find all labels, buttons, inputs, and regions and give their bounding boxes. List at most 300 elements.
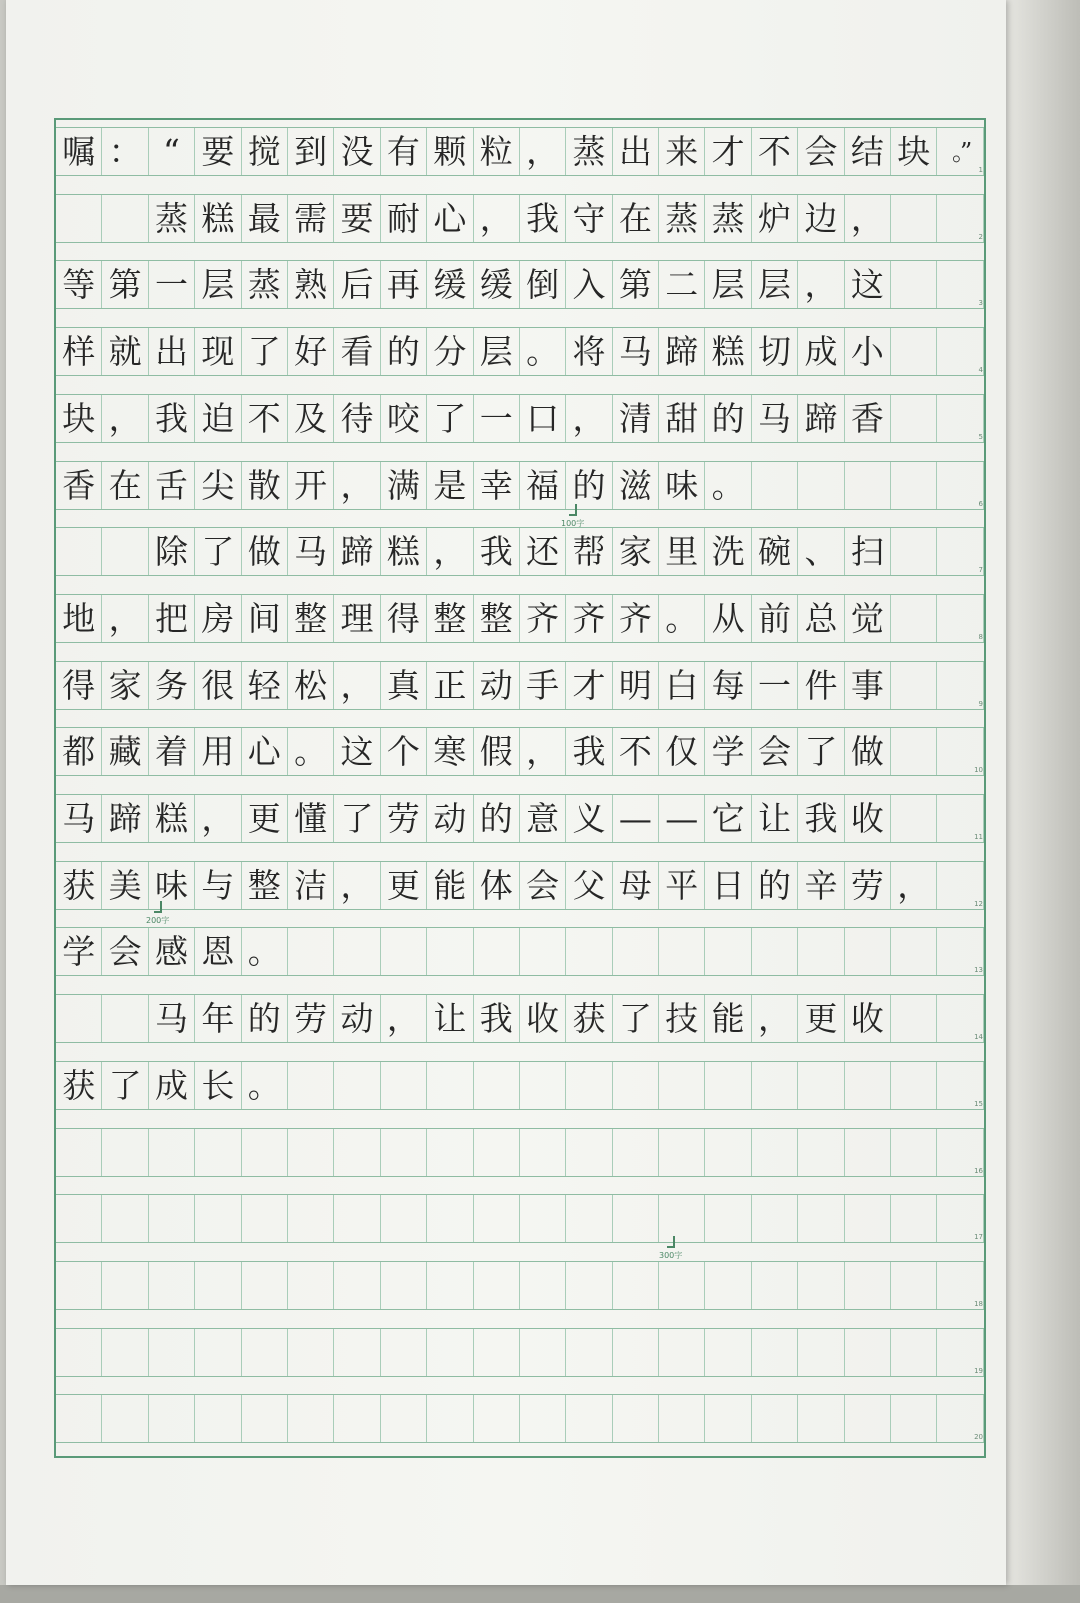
grid-cell: 开 — [288, 462, 334, 509]
grid-cell — [937, 595, 983, 642]
grid-cell — [798, 1329, 844, 1376]
grid-cell: 正 — [427, 662, 473, 709]
grid-cell: 劳 — [845, 862, 891, 909]
grid-cell: 。 — [520, 328, 566, 375]
grid-cell: 来 — [659, 128, 705, 175]
grid-cell: 心 — [242, 728, 288, 775]
grid-cell — [752, 1129, 798, 1176]
grid-cell — [659, 1262, 705, 1309]
grid-cell — [427, 928, 473, 975]
grid-cell: ， — [427, 528, 473, 575]
marker-tick-icon — [569, 504, 577, 516]
grid-cell: 更 — [798, 995, 844, 1042]
grid-cell — [752, 1329, 798, 1376]
grid-cell: 的 — [242, 995, 288, 1042]
grid-cell — [520, 1129, 566, 1176]
grid-cell: 看 — [334, 328, 380, 375]
grid-cell: 分 — [427, 328, 473, 375]
grid-row — [56, 1261, 984, 1310]
grid-cell — [752, 928, 798, 975]
grid-cell: 更 — [242, 795, 288, 842]
grid-cell: 最 — [242, 195, 288, 242]
grid-cell — [659, 1395, 705, 1442]
grid-cell — [798, 1395, 844, 1442]
grid-cell: 的 — [752, 862, 798, 909]
grid-cell — [613, 1262, 659, 1309]
grid-cell: 在 — [613, 195, 659, 242]
grid-cell: 了 — [242, 328, 288, 375]
grid-cell — [520, 1195, 566, 1242]
grid-cell — [752, 1262, 798, 1309]
grid-cell — [288, 1195, 334, 1242]
grid-cell: 扫 — [845, 528, 891, 575]
grid-cell: 这 — [334, 728, 380, 775]
grid-cell: 感 — [149, 928, 195, 975]
grid-cell — [891, 1329, 937, 1376]
grid-cell: 让 — [427, 995, 473, 1042]
grid-cell: 学 — [56, 928, 102, 975]
grid-cell — [381, 928, 427, 975]
grid-cell: 了 — [613, 995, 659, 1042]
grid-cell: 糕 — [705, 328, 751, 375]
grid-cell: 个 — [381, 728, 427, 775]
grid-cell — [288, 1062, 334, 1109]
row-number: 3 — [978, 299, 983, 308]
grid-cell — [891, 328, 937, 375]
row-number: 11 — [974, 833, 983, 841]
grid-cell: 家 — [613, 528, 659, 575]
grid-cell: 有 — [381, 128, 427, 175]
grid-cell — [427, 1062, 473, 1109]
grid-cell — [798, 1062, 844, 1109]
grid-cell: 整 — [288, 595, 334, 642]
grid-cell: ， — [102, 395, 148, 442]
grid-cell — [937, 528, 983, 575]
grid-cell: 间 — [242, 595, 288, 642]
grid-cell: 没 — [334, 128, 380, 175]
grid-cell — [381, 1195, 427, 1242]
grid-cell: 及 — [288, 395, 334, 442]
grid-cell: “ — [149, 128, 195, 175]
grid-cell: 房 — [195, 595, 241, 642]
grid-cell — [102, 195, 148, 242]
grid-cell: 边 — [798, 195, 844, 242]
grid-cell: 蹄 — [334, 528, 380, 575]
grid-cell — [334, 1329, 380, 1376]
grid-cell: 懂 — [288, 795, 334, 842]
grid-row — [56, 927, 984, 976]
grid-cell: 味 — [659, 462, 705, 509]
word-count-marker — [561, 518, 584, 529]
grid-cell — [56, 1395, 102, 1442]
grid-cell: 的 — [705, 395, 751, 442]
grid-cell — [288, 1262, 334, 1309]
grid-row — [56, 260, 984, 309]
row-number: 15 — [974, 1099, 983, 1108]
grid-cell: 除 — [149, 528, 195, 575]
grid-cell — [937, 261, 983, 308]
grid-cell — [845, 1395, 891, 1442]
grid-cell: 了 — [798, 728, 844, 775]
grid-cell — [891, 195, 937, 242]
grid-cell — [149, 1395, 195, 1442]
grid-cell: 了 — [334, 795, 380, 842]
grid-cell: 务 — [149, 662, 195, 709]
grid-cell — [937, 462, 983, 509]
grid-cell: 糕 — [381, 528, 427, 575]
row-number: 2 — [978, 232, 983, 241]
grid-cell: 很 — [195, 662, 241, 709]
grid-cell: 会 — [798, 128, 844, 175]
grid-cell: 成 — [798, 328, 844, 375]
grid-cell — [381, 1395, 427, 1442]
grid-cell: 蒸 — [149, 195, 195, 242]
grid-cell: 倒 — [520, 261, 566, 308]
row-number: 14 — [974, 1033, 983, 1042]
grid-cell: 轻 — [242, 662, 288, 709]
grid-cell — [195, 1329, 241, 1376]
grid-cell: ， — [381, 995, 427, 1042]
grid-cell — [613, 1329, 659, 1376]
grid-cell — [381, 1129, 427, 1176]
grid-cell: 熟 — [288, 261, 334, 308]
row-number: 4 — [978, 366, 983, 375]
grid-cell: 洗 — [705, 528, 751, 575]
grid-cell: 二 — [659, 261, 705, 308]
grid-cell — [845, 1062, 891, 1109]
grid-cell: ， — [798, 261, 844, 308]
grid-cell — [798, 1195, 844, 1242]
grid-cell: 每 — [705, 662, 751, 709]
grid-cell: 后 — [334, 261, 380, 308]
grid-cell — [242, 1129, 288, 1176]
grid-cell: 收 — [845, 795, 891, 842]
grid-row — [56, 461, 984, 510]
grid-cell — [659, 1329, 705, 1376]
grid-cell: 会 — [752, 728, 798, 775]
grid-cell — [474, 1262, 520, 1309]
underlying-page-edge — [1000, 0, 1080, 1603]
page-bottom-shadow — [0, 1585, 1080, 1603]
grid-cell: 味 — [149, 862, 195, 909]
grid-cell — [705, 1395, 751, 1442]
grid-cell — [705, 928, 751, 975]
grid-cell — [891, 1195, 937, 1242]
grid-cell — [566, 1195, 612, 1242]
grid-cell: 件 — [798, 662, 844, 709]
grid-cell: 再 — [381, 261, 427, 308]
grid-cell: 事 — [845, 662, 891, 709]
grid-cell: 蹄 — [659, 328, 705, 375]
grid-cell — [705, 1129, 751, 1176]
row-number: 13 — [974, 966, 983, 975]
grid-cell: 层 — [195, 261, 241, 308]
grid-cell: 真 — [381, 662, 427, 709]
grid-cell: 动 — [427, 795, 473, 842]
grid-cell — [937, 195, 983, 242]
grid-cell — [891, 1262, 937, 1309]
grid-cell: 一 — [752, 662, 798, 709]
grid-cell — [705, 1329, 751, 1376]
grid-cell: 能 — [705, 995, 751, 1042]
grid-cell — [705, 1262, 751, 1309]
grid-row — [56, 861, 984, 910]
grid-cell: 成 — [149, 1062, 195, 1109]
grid-cell — [334, 1262, 380, 1309]
grid-cell: 齐 — [613, 595, 659, 642]
grid-cell: 要 — [334, 195, 380, 242]
grid-cell: 不 — [752, 128, 798, 175]
grid-cell — [613, 928, 659, 975]
grid-cell — [613, 1129, 659, 1176]
grid-cell: 一 — [149, 261, 195, 308]
grid-row — [56, 1328, 984, 1377]
grid-cell — [242, 1262, 288, 1309]
row-number: 1 — [978, 166, 983, 174]
grid-cell: 明 — [613, 662, 659, 709]
grid-cell: 劳 — [381, 795, 427, 842]
grid-cell: 会 — [520, 862, 566, 909]
grid-cell — [659, 1129, 705, 1176]
grid-cell — [149, 1262, 195, 1309]
grid-cell — [427, 1395, 473, 1442]
grid-cell: 第 — [102, 261, 148, 308]
grid-cell: ， — [891, 862, 937, 909]
grid-cell: 年 — [195, 995, 241, 1042]
grid-cell: 缓 — [427, 261, 473, 308]
row-number: 17 — [974, 1233, 983, 1242]
grid-cell — [334, 1129, 380, 1176]
grid-cell: 香 — [56, 462, 102, 509]
grid-cell — [149, 1329, 195, 1376]
grid-cell: — — [659, 795, 705, 842]
grid-cell: 着 — [149, 728, 195, 775]
grid-cell: 学 — [705, 728, 751, 775]
grid-cell: 我 — [566, 728, 612, 775]
grid-cell: 做 — [242, 528, 288, 575]
grid-cell: 炉 — [752, 195, 798, 242]
grid-row — [56, 1061, 984, 1110]
grid-cell: 父 — [566, 862, 612, 909]
grid-cell — [845, 1129, 891, 1176]
grid-cell: 让 — [752, 795, 798, 842]
grid-cell — [937, 662, 983, 709]
grid-row — [56, 394, 984, 443]
grid-cell: 舌 — [149, 462, 195, 509]
grid-cell — [427, 1329, 473, 1376]
grid-cell: 耐 — [381, 195, 427, 242]
grid-cell: ， — [520, 128, 566, 175]
grid-cell: 母 — [613, 862, 659, 909]
grid-cell: 才 — [705, 128, 751, 175]
row-number: 16 — [974, 1166, 983, 1175]
grid-cell: 技 — [659, 995, 705, 1042]
grid-cell: 层 — [474, 328, 520, 375]
grid-cell: 洁 — [288, 862, 334, 909]
grid-cell — [102, 995, 148, 1042]
grid-cell: 香 — [845, 395, 891, 442]
grid-cell: 满 — [381, 462, 427, 509]
grid-cell — [891, 395, 937, 442]
grid-cell: ， — [474, 195, 520, 242]
row-number: 18 — [974, 1299, 983, 1308]
grid-cell — [566, 928, 612, 975]
grid-cell: 层 — [752, 261, 798, 308]
grid-cell: 蒸 — [659, 195, 705, 242]
grid-cell: 仅 — [659, 728, 705, 775]
grid-cell — [334, 1395, 380, 1442]
grid-cell: 就 — [102, 328, 148, 375]
grid-cell: 我 — [798, 795, 844, 842]
grid-cell: 恩 — [195, 928, 241, 975]
grid-cell: 它 — [705, 795, 751, 842]
grid-cell: 马 — [613, 328, 659, 375]
grid-cell: 层 — [705, 261, 751, 308]
row-number: 6 — [978, 499, 983, 508]
grid-cell: 缓 — [474, 261, 520, 308]
grid-cell: 清 — [613, 395, 659, 442]
grid-cell — [195, 1395, 241, 1442]
grid-cell: ， — [334, 662, 380, 709]
grid-cell: 块 — [56, 395, 102, 442]
marker-label: 200字 — [146, 916, 170, 925]
grid-cell — [613, 1195, 659, 1242]
grid-cell: 福 — [520, 462, 566, 509]
grid-cell: 与 — [195, 862, 241, 909]
grid-cell: 整 — [427, 595, 473, 642]
grid-cell — [613, 1395, 659, 1442]
grid-cell — [891, 728, 937, 775]
grid-cell — [56, 195, 102, 242]
grid-cell — [520, 1262, 566, 1309]
grid-cell: 好 — [288, 328, 334, 375]
grid-cell: 蒸 — [566, 128, 612, 175]
grid-cell — [242, 1195, 288, 1242]
grid-cell: ， — [334, 862, 380, 909]
grid-cell — [566, 1329, 612, 1376]
grid-cell — [891, 662, 937, 709]
grid-cell — [56, 1329, 102, 1376]
row-number: 12 — [974, 899, 983, 908]
grid-cell — [56, 528, 102, 575]
grid-cell — [845, 1329, 891, 1376]
row-number: 7 — [978, 566, 983, 575]
grid-cell — [334, 1062, 380, 1109]
grid-cell: 觉 — [845, 595, 891, 642]
grid-cell: 把 — [149, 595, 195, 642]
grid-cell: 迫 — [195, 395, 241, 442]
grid-cell: 。 — [705, 462, 751, 509]
grid-cell: 马 — [56, 795, 102, 842]
grid-cell: 、 — [798, 528, 844, 575]
grid-cell — [56, 1129, 102, 1176]
grid-row — [56, 994, 984, 1043]
grid-cell: 搅 — [242, 128, 288, 175]
grid-cell: 蒸 — [242, 261, 288, 308]
grid-cell — [566, 1129, 612, 1176]
grid-cell — [474, 1129, 520, 1176]
grid-cell: 手 — [520, 662, 566, 709]
marker-label: 100字 — [561, 519, 585, 528]
grid-cell: 义 — [566, 795, 612, 842]
grid-cell: 获 — [56, 1062, 102, 1109]
grid-cell: 不 — [613, 728, 659, 775]
grid-row — [56, 661, 984, 710]
grid-cell: ， — [752, 995, 798, 1042]
grid-cell: 用 — [195, 728, 241, 775]
grid-cell: 这 — [845, 261, 891, 308]
grid-cell — [891, 528, 937, 575]
grid-cell: 切 — [752, 328, 798, 375]
grid-cell — [845, 1195, 891, 1242]
grid-cell: 得 — [381, 595, 427, 642]
grid-cell: 守 — [566, 195, 612, 242]
grid-cell: 做 — [845, 728, 891, 775]
grid-cell — [845, 1262, 891, 1309]
grid-cell: 待 — [334, 395, 380, 442]
grid-cell: 我 — [474, 995, 520, 1042]
marker-label: 300字 — [659, 1251, 683, 1260]
grid-cell: 甜 — [659, 395, 705, 442]
grid-cell: 的 — [474, 795, 520, 842]
grid-cell — [427, 1262, 473, 1309]
grid-row — [56, 527, 984, 576]
grid-cell: 等 — [56, 261, 102, 308]
grid-cell: 松 — [288, 662, 334, 709]
grid-cell: 动 — [334, 995, 380, 1042]
grid-cell — [474, 928, 520, 975]
grid-cell: 我 — [520, 195, 566, 242]
grid-cell: ， — [845, 195, 891, 242]
grid-cell — [937, 395, 983, 442]
grid-cell: 样 — [56, 328, 102, 375]
grid-cell: 家 — [102, 662, 148, 709]
grid-cell: 是 — [427, 462, 473, 509]
grid-cell — [566, 1262, 612, 1309]
essay-page — [6, 0, 1006, 1585]
grid-cell: 齐 — [520, 595, 566, 642]
grid-cell — [705, 1062, 751, 1109]
marker-tick-icon — [154, 901, 162, 913]
grid-cell — [102, 1129, 148, 1176]
word-count-marker — [146, 915, 169, 926]
grid-cell — [288, 1329, 334, 1376]
grid-cell — [242, 1395, 288, 1442]
grid-cell: 我 — [149, 395, 195, 442]
grid-cell: 帮 — [566, 528, 612, 575]
grid-row — [56, 327, 984, 376]
grid-cell: 将 — [566, 328, 612, 375]
grid-cell: — — [613, 795, 659, 842]
grid-cell: ， — [334, 462, 380, 509]
grid-row — [56, 194, 984, 243]
grid-row — [56, 1128, 984, 1177]
grid-cell: 前 — [752, 595, 798, 642]
grid-cell — [891, 1395, 937, 1442]
grid-cell: 更 — [381, 862, 427, 909]
grid-cell: 需 — [288, 195, 334, 242]
grid-cell: 劳 — [288, 995, 334, 1042]
grid-cell: 粒 — [474, 128, 520, 175]
grid-cell — [102, 1395, 148, 1442]
grid-cell: 总 — [798, 595, 844, 642]
row-number: 19 — [974, 1366, 983, 1375]
grid-cell — [334, 1195, 380, 1242]
grid-row — [56, 594, 984, 643]
grid-cell: 入 — [566, 261, 612, 308]
grid-cell: 蹄 — [102, 795, 148, 842]
grid-cell: 都 — [56, 728, 102, 775]
